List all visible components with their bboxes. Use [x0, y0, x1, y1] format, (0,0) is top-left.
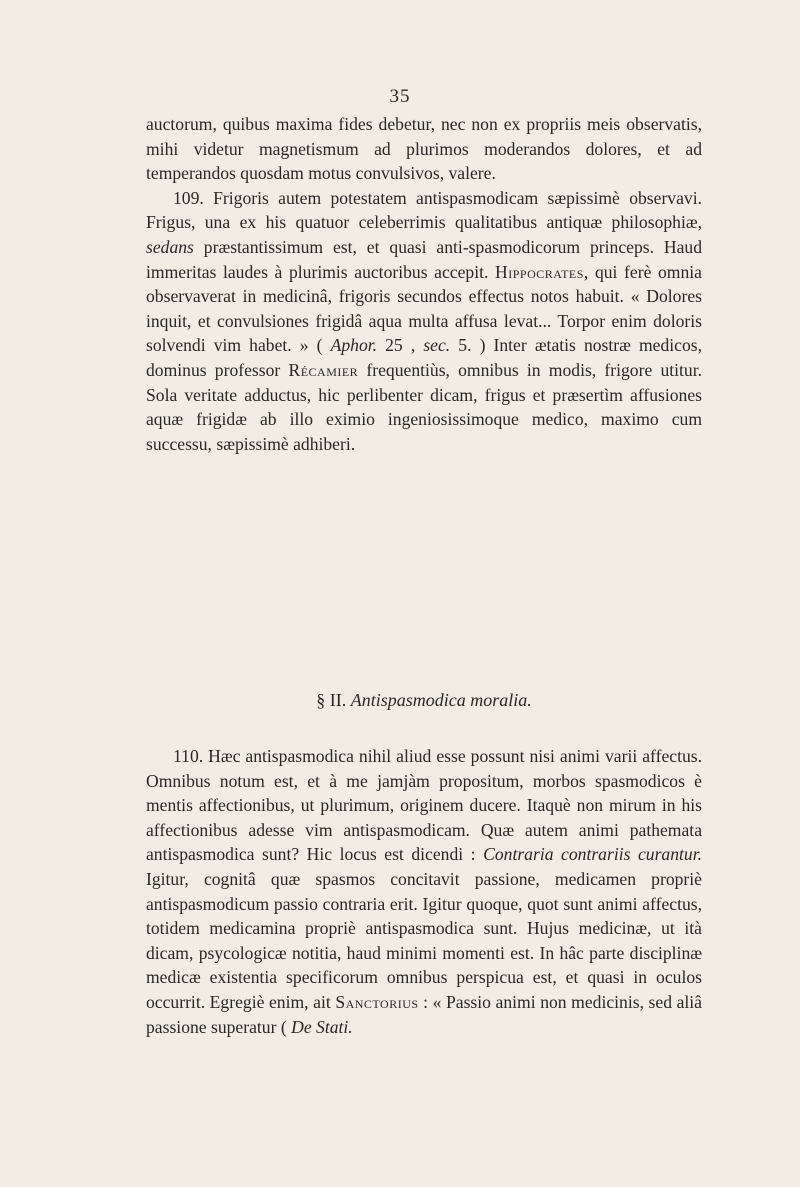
- paragraph-text: 110. Hæc antispasmodica nihil aliud esse possunt nisi animi varii affectus. Omnibus notum est, et à me jamjàm propositum, morbos spasmodicos è mentis affectionibus, ut plurimum, originem ducere. Itaquè non mirum in his affectionibus adesse vim antispasmodicam. Quæ autem animi pathemata antispasmodica sunt? Hic locus est dicendi :: [146, 746, 702, 865]
- citation-work: De Stati.: [291, 1016, 353, 1037]
- author-name: Sanctorius: [335, 991, 419, 1012]
- paragraph-text: auctorum, quibus maxima fides debetur, nec non ex propriis meis observatis, mihi videtur magnetismum ad plurimos moderandos dolores, et ad temperandos quosdam motus convulsivos, valere.: [146, 114, 702, 184]
- section-symbol: § II.: [316, 690, 347, 710]
- italic-term: sedans: [146, 236, 194, 257]
- paragraph-110: [146, 744, 702, 1039]
- section-heading: [146, 690, 702, 711]
- paragraph-text: 5. ) Inter ætatis nostræ medicos, dominus professor: [146, 335, 703, 380]
- paragraph-text: : « Passio animi non medicinis, sed aliâ passione superatur (: [146, 991, 702, 1037]
- italic-maxim: Contraria contrariis curantur.: [483, 844, 702, 865]
- paragraph-text: præstantissimum est, et quasi anti-spasmodicorum princeps. Haud immeritas laudes à plurimis auctoribus accepit.: [146, 236, 702, 282]
- paragraph-109: [146, 186, 702, 457]
- page-number: 35: [389, 86, 411, 107]
- paragraph-text: , qui ferè omnia observaverat in medicinâ, frigoris secundos effectus notos habuit. « Dolores inquit, et convulsiones frigidâ aqua multa affusa levat... Torpor enim doloris solvendi vim habet. » (: [146, 261, 702, 356]
- text-block-top: [146, 112, 702, 456]
- paragraph-text: frequentiùs, omnibus in modis, frigore utitur. Sola veritate adductus, hic perlibenter dicam, frigus et præsertìm affusiones aquæ frigidæ ab illo eximio ingeniosissimoque medico, maximo cum successu, sæpissimè adhiberi.: [146, 359, 702, 454]
- paragraph-text: Igitur, cognitâ quæ spasmos concitavit passione, medicamen propriè antispasmodicum passio contraria erit. Igitur quoque, quot sunt animi affectus, totidem medicamina propriè antispasmodica sunt. Hujus medicinæ, ut ità dicam, psycologicæ notitia, haud minimi momenti est. In hâc parte disciplinæ medicæ existentia specificorum omnibus perspicua est, et quasi in oculos occurrit. Egregiè enim, ait: [146, 868, 702, 1012]
- paragraph-continuation: [146, 112, 702, 186]
- paragraph-text: 109. Frigoris autem potestatem antispasmodicam sæpissimè observavi. Frigus, una ex his quatuor celeberrimis qualitatibus antiquæ philosophiæ,: [146, 187, 702, 233]
- text-block-bottom: [146, 744, 702, 1039]
- author-name: Récamier: [288, 359, 359, 380]
- citation-work: Aphor.: [330, 335, 378, 356]
- paragraph-text: 25 ,: [377, 335, 424, 356]
- section-title: Antispasmodica moralia.: [350, 690, 532, 710]
- author-name: Hippocrates: [495, 261, 584, 282]
- citation-section: sec.: [423, 335, 451, 356]
